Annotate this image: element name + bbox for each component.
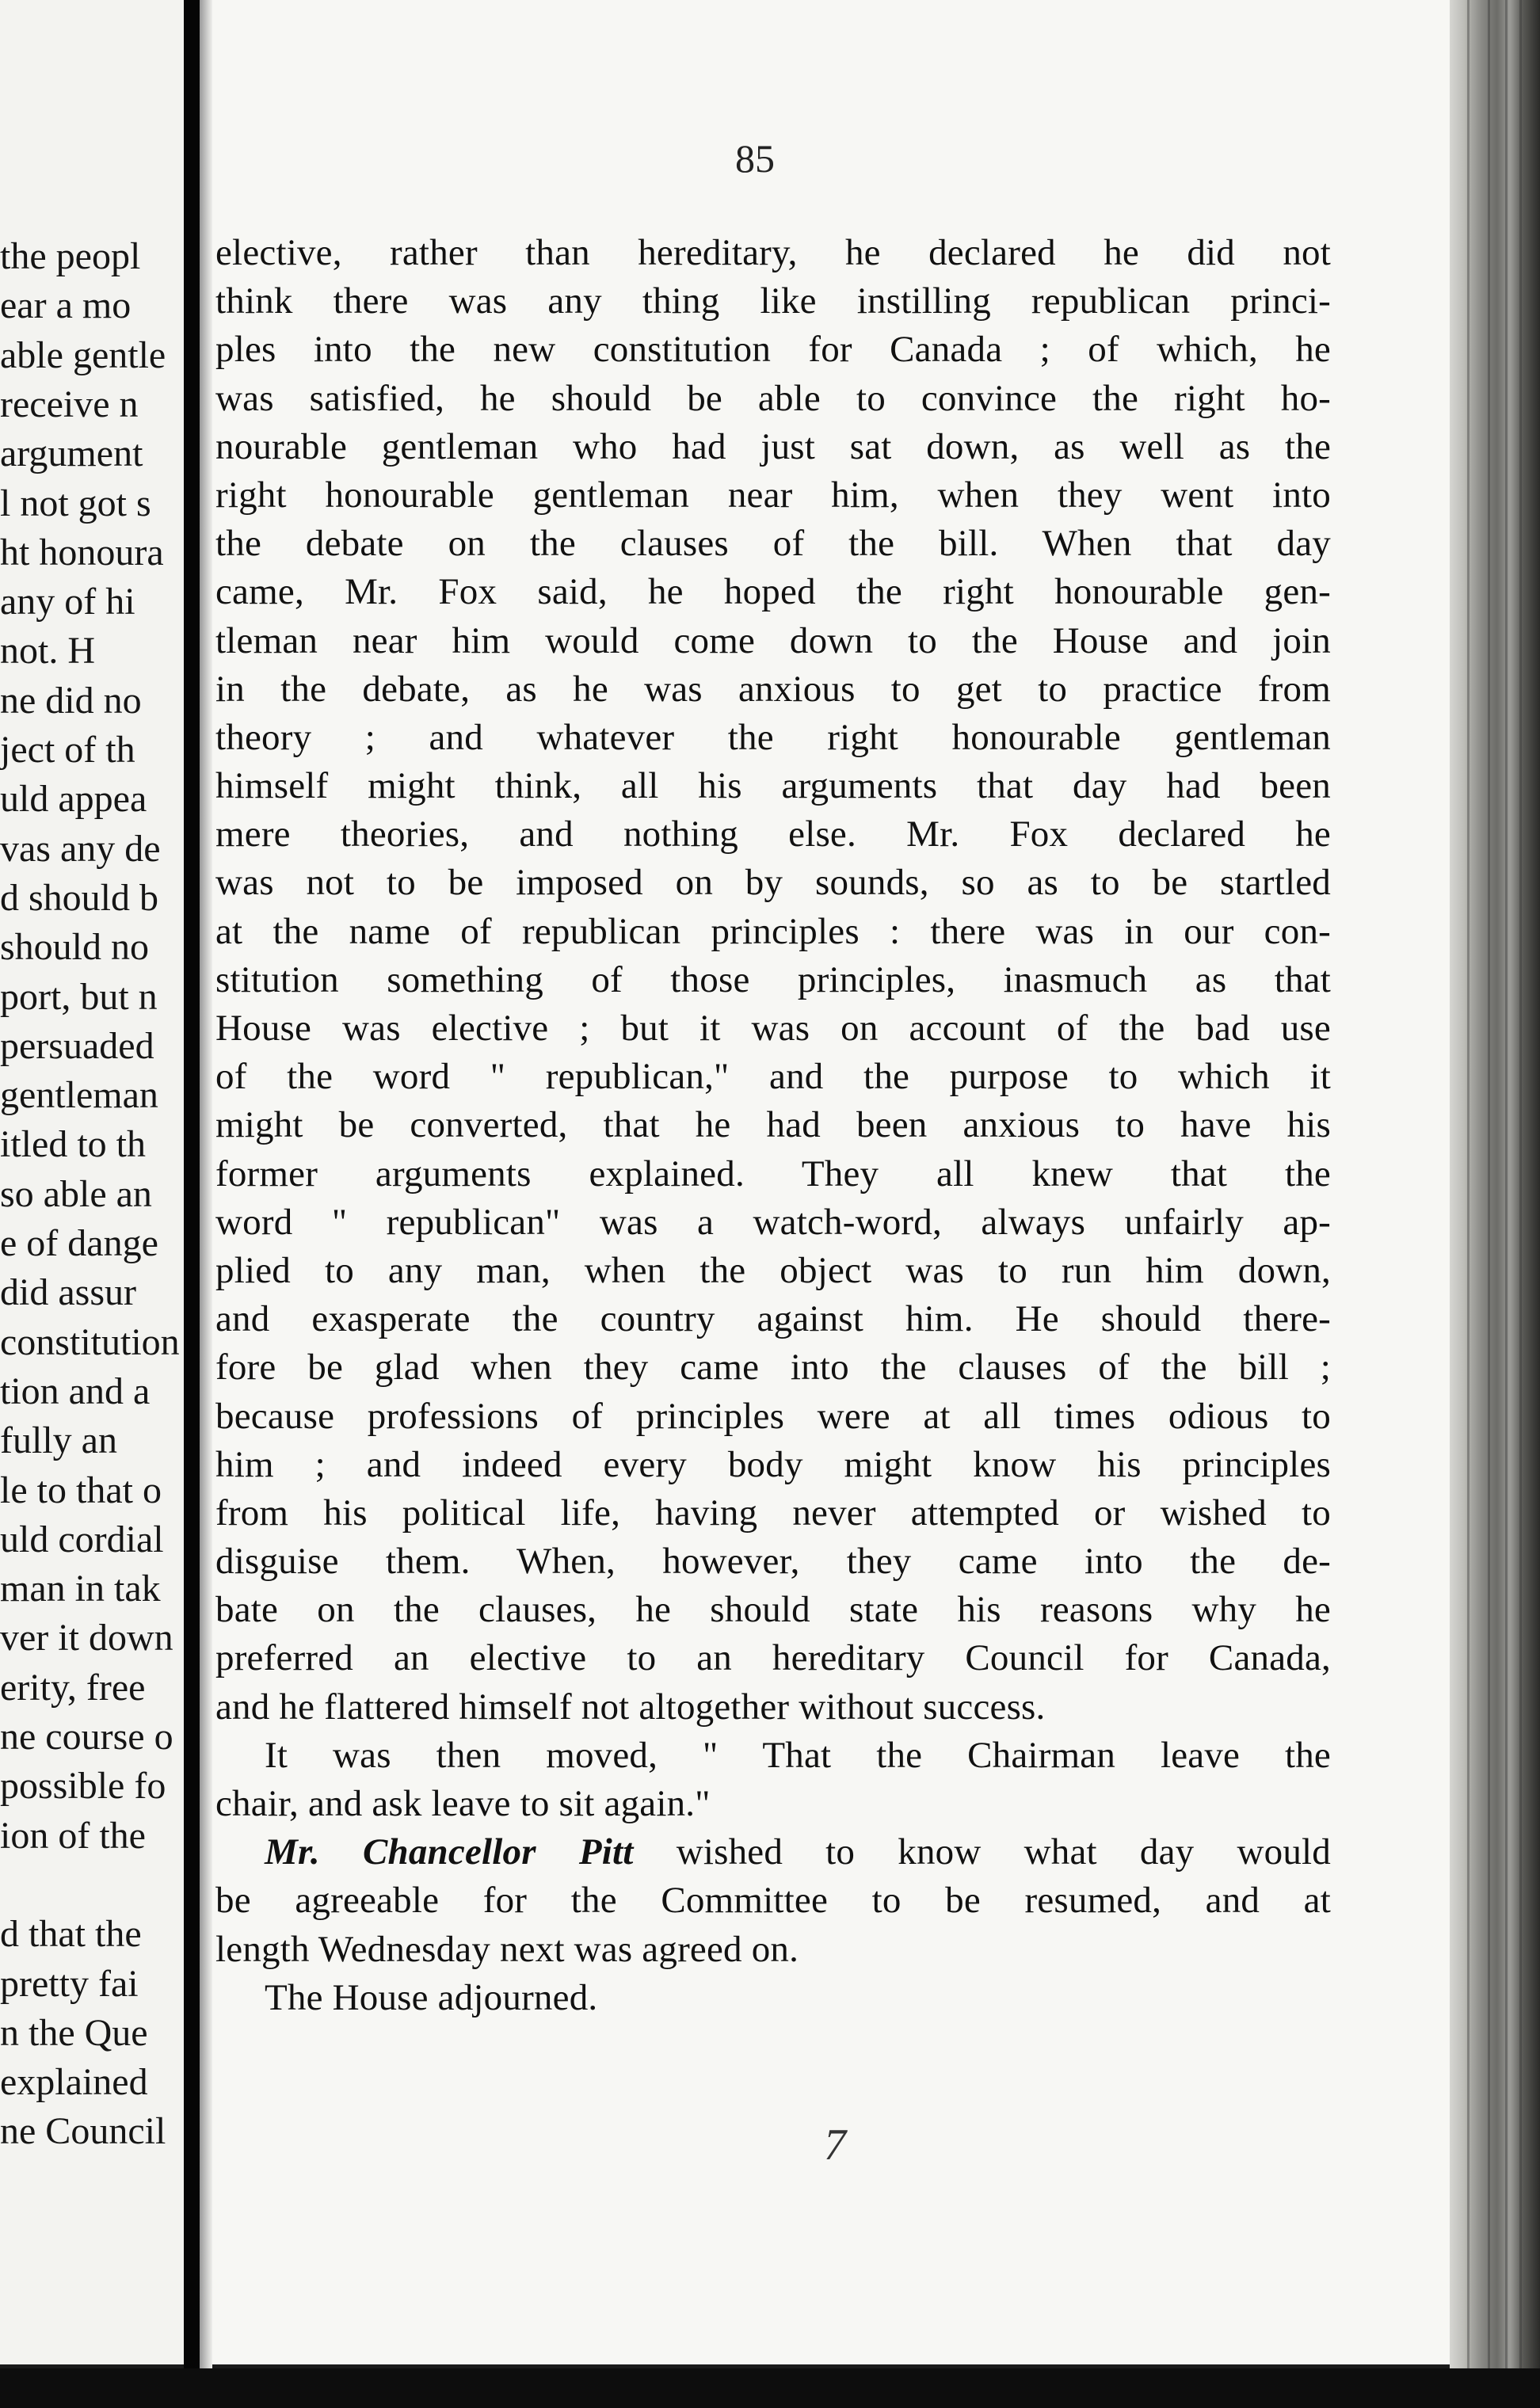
speaker-line bbox=[215, 1828, 1331, 1876]
speaker-name: Mr. Chancellor Pitt bbox=[265, 1831, 634, 1873]
text-line: came, Mr. Fox said, he hoped the right honourable gen- bbox=[215, 571, 1331, 613]
text-line: might be converted, that he had been anxious to have his bbox=[215, 1104, 1331, 1146]
page-number: 85 bbox=[735, 136, 775, 181]
scan-background bbox=[0, 2368, 1540, 2408]
facing-page-line: port, but n bbox=[0, 975, 158, 1018]
text-line: was not to be imposed on by sounds, so as to be startled bbox=[215, 862, 1331, 904]
text-line: elective, rather than hereditary, he declared he did not bbox=[215, 232, 1331, 273]
text-line: tleman near him would come down to the House and join bbox=[215, 619, 1331, 661]
facing-page-line: ject of th bbox=[0, 729, 135, 771]
text-line: and exasperate the country against him. He should there- bbox=[215, 1298, 1331, 1340]
facing-page-line: ion of the bbox=[0, 1814, 146, 1857]
text-line: ples into the new constitution for Canada ; of which, he bbox=[215, 329, 1331, 371]
motion-line: It was then moved, " That the Chairman leave the bbox=[265, 1734, 1331, 1776]
facing-page-line: e of dange bbox=[0, 1222, 158, 1264]
facing-page-line: ht honoura bbox=[0, 531, 164, 573]
facing-page-line: n the Que bbox=[0, 2011, 148, 2054]
facing-page-line: any of hi bbox=[0, 581, 135, 623]
facing-page-line: persuaded bbox=[0, 1024, 154, 1067]
facing-page-line: ear a mo bbox=[0, 284, 132, 327]
facing-page-line: ne course o bbox=[0, 1716, 173, 1758]
body-text bbox=[215, 229, 1331, 2022]
facing-page-line: man in tak bbox=[0, 1568, 161, 1610]
text-line: mere theories, and nothing else. Mr. Fox declared he bbox=[215, 813, 1331, 855]
facing-page-line: l not got s bbox=[0, 482, 151, 524]
text-line: fore be glad when they came into the clauses of the bill ; bbox=[215, 1347, 1331, 1389]
facing-page-line: constitution bbox=[0, 1320, 180, 1363]
facing-page-line: should no bbox=[0, 926, 150, 969]
facing-page-line: pretty fai bbox=[0, 1962, 139, 2005]
book-gutter bbox=[184, 0, 200, 2368]
facing-page-line: uld cordial bbox=[0, 1518, 164, 1560]
gutter-shadow bbox=[200, 0, 212, 2368]
signature-mark: 7 bbox=[824, 2120, 846, 2170]
text-line: right honourable gentleman near him, when they went into bbox=[215, 474, 1331, 516]
text-line: House was elective ; but it was on account of the bad use bbox=[215, 1008, 1331, 1049]
text-line: bate on the clauses, he should state his reasons why he bbox=[215, 1589, 1331, 1631]
facing-page-line: the peopl bbox=[0, 235, 141, 277]
facing-page-line: d should b bbox=[0, 876, 159, 919]
facing-page-line: uld appea bbox=[0, 778, 147, 821]
text-line: of the word " republican," and the purpose to which it bbox=[215, 1056, 1331, 1098]
text-line: was satisfied, he should be able to convince the right ho- bbox=[215, 377, 1331, 419]
facing-page-line: fully an bbox=[0, 1419, 117, 1462]
text-line: theory ; and whatever the right honourable gentleman bbox=[215, 716, 1331, 758]
facing-page-line: not. H bbox=[0, 630, 95, 672]
facing-page-line: tion and a bbox=[0, 1370, 151, 1412]
facing-page-line: did assur bbox=[0, 1271, 136, 1314]
text-line: from his political life, having never attempted or wished to bbox=[215, 1492, 1331, 1534]
speaker-line: length Wednesday next was agreed on. bbox=[215, 1928, 799, 1970]
text-line: because professions of principles were at all times odious to bbox=[215, 1395, 1331, 1437]
text-line: nourable gentleman who had just sat down, as well as the bbox=[215, 425, 1331, 467]
facing-page-line: itled to th bbox=[0, 1123, 146, 1166]
facing-page-line: ne did no bbox=[0, 679, 142, 722]
text-line: disguise them. When, however, they came into the de- bbox=[215, 1541, 1331, 1583]
facing-page-line: explained bbox=[0, 2061, 148, 2104]
text-line: think there was any thing like instilling republican princi- bbox=[215, 280, 1331, 322]
facing-page-line: receive n bbox=[0, 383, 139, 425]
facing-page-line: so able an bbox=[0, 1172, 152, 1215]
text-line: in the debate, as he was anxious to get to practice from bbox=[215, 668, 1331, 710]
text-line: and he flattered himself not altogether without success. bbox=[215, 1686, 1046, 1728]
facing-page-line: possible fo bbox=[0, 1765, 166, 1808]
facing-page-line: le to that o bbox=[0, 1469, 162, 1511]
text-line: word " republican" was a watch-word, always unfairly ap- bbox=[215, 1201, 1331, 1243]
text-line: plied to any man, when the object was to run him down, bbox=[215, 1249, 1331, 1291]
text-line: former arguments explained. They all knew that the bbox=[215, 1153, 1331, 1194]
text-line: preferred an elective to an hereditary Council for Canada, bbox=[215, 1637, 1331, 1679]
facing-page-line: erity, free bbox=[0, 1666, 146, 1709]
text-line: himself might think, all his arguments that day had been bbox=[215, 765, 1331, 807]
closing-line: The House adjourned. bbox=[265, 1976, 598, 2018]
text-line: stitution something of those principles, inasmuch as that bbox=[215, 958, 1331, 1000]
facing-page-line: argument bbox=[0, 432, 143, 475]
facing-page-line: vas any de bbox=[0, 827, 161, 870]
speaker-line: be agreeable for the Committee to be resumed, and at bbox=[215, 1880, 1331, 1922]
page-edge-right bbox=[1450, 0, 1540, 2368]
facing-page-line: able gentle bbox=[0, 333, 166, 376]
text-line: at the name of republican principles : there was in our con- bbox=[215, 910, 1331, 952]
facing-page-line: d that the bbox=[0, 1913, 142, 1956]
facing-page-left bbox=[0, 0, 184, 2364]
motion-line: chair, and ask leave to sit again." bbox=[215, 1783, 711, 1824]
text-line: him ; and indeed every body might know his principles bbox=[215, 1443, 1331, 1485]
facing-page-line: ne Council bbox=[0, 2110, 166, 2153]
facing-page-line: ver it down bbox=[0, 1617, 173, 1659]
speaker-text: wished to know what day would bbox=[676, 1831, 1331, 1873]
text-line: the debate on the clauses of the bill. When that day bbox=[215, 523, 1331, 565]
facing-page-line: gentleman bbox=[0, 1074, 158, 1117]
